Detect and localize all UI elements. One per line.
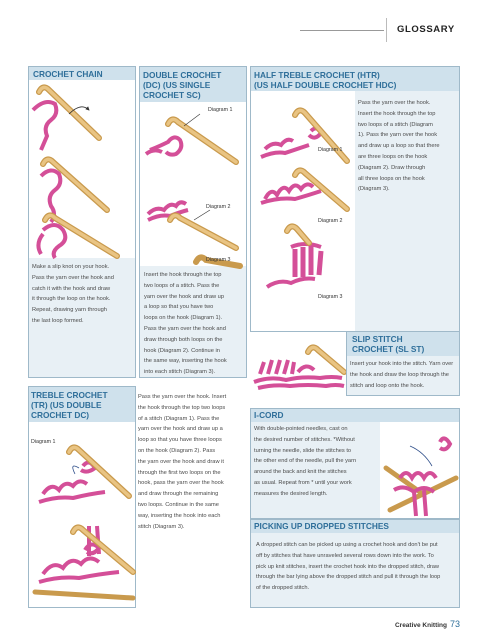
half-treble-body: Pass the yarn over the hook. Insert the hook through the top two loops of a stitch (Diagram 1). Pass the yarn over the hook and draw up a loop so that there are three loops on the hook (Diagram 2). Draw through all three loops on the hook (Diagram 3). (358, 100, 440, 193)
hook-icon (43, 159, 107, 210)
hook-icon (39, 87, 99, 138)
hook-icon (295, 110, 347, 161)
treble-body: Pass the yarn over the hook. Insert the hook through the top two loops of a stitch (Diagram 1). Pass the yarn over the hook and draw up a loop so that you have three loops on the hook (Diagram 2). Pass the yarn over the hook and draw it through the first two loops on the hook, pass the yarn over the hook and draw through the remaining two loops. Continue in the same way, inserting the hook into each stitch (Diagram 3). (138, 394, 227, 530)
double-crochet-diagram1-label: Diagram 1 (208, 107, 233, 113)
hook-icon (69, 447, 129, 496)
treble-illustration (29, 422, 135, 607)
magazine-name: Creative Knitting (394, 622, 447, 629)
double-crochet-illustration (140, 102, 246, 266)
dropped-title: PICKING UP DROPPED STITCHES (254, 521, 389, 531)
section-tab-label: GLOSSARY (397, 24, 455, 35)
slip-stitch-illustration (250, 332, 346, 398)
slip-stitch-title: SLIP STITCH CROCHET (SL ST) (352, 334, 425, 354)
section-tab (386, 18, 487, 42)
crochet-chain-body: Make a slip knot on your hook. Pass the yarn over the hook and catch it with the hook and draw it through the loop on the hook. Repeat, drawing yarn through the last loop formed. (32, 264, 114, 324)
i-cord-illustration (380, 422, 459, 518)
half-treble-diagram2-label: Diagram 2 (318, 218, 343, 224)
treble-diagram1-label: Diagram 1 (31, 439, 56, 445)
glossary-rule (300, 30, 384, 31)
page-number: 73 (449, 619, 460, 629)
i-cord-title: I-CORD (254, 410, 284, 420)
half-treble-diagram1-label: Diagram 1 (318, 147, 343, 153)
double-crochet-diagram3-label: Diagram 3 (206, 257, 231, 263)
crochet-chain-illustration (29, 80, 135, 258)
dropped-body: A dropped stitch can be picked up using a crochet hook and don't be put off by stitches that have unraveled several rows down into the work. To pick up knit stitches, insert the crochet hook into the dropped stitch, draw through the bar lying above the dropped stitch and pull it through the loop of the dropped stitch. (256, 542, 441, 592)
i-cord-body: With double-pointed needles, cast on the desired number of stitches. *Without turning the needle, slide the stitches to the other end of the needle, pull the yarn around the back and knit the stitches as usual. Repeat from * until your work measures the desired length. (254, 426, 357, 497)
half-treble-diagram3-label: Diagram 3 (318, 294, 343, 300)
hook-icon (170, 215, 236, 248)
double-crochet-diagram2-label: Diagram 2 (206, 204, 231, 210)
crochet-chain-title: CROCHET CHAIN (29, 67, 135, 80)
double-crochet-body: Insert the hook through the top two loops of a stitch. Pass the yarn over the hook and draw up a loop so that you have two loops on the hook (Diagram 1). Pass the yarn over the hook and draw through both loops on the hook (Diagram 2). Continue in the same way, inserting the hook into each stitch (Diagram 3). (144, 272, 227, 376)
double-crochet-title: DOUBLE CROCHET (DC) (US SINGLE CROCHET SC) (143, 70, 222, 100)
half-treble-title: HALF TREBLE CROCHET (HTR) (US HALF DOUBLE CROCHET HDC) (254, 70, 397, 90)
treble-title: TREBLE CROCHET (TR) (US DOUBLE CROCHET DC) (31, 390, 108, 420)
page-footer (395, 619, 460, 629)
hook-icon (287, 226, 309, 243)
slip-stitch-body: Insert your hook into the stitch. Yarn over the hook and draw the loop through the stitch and loop onto the hook. (350, 361, 454, 389)
